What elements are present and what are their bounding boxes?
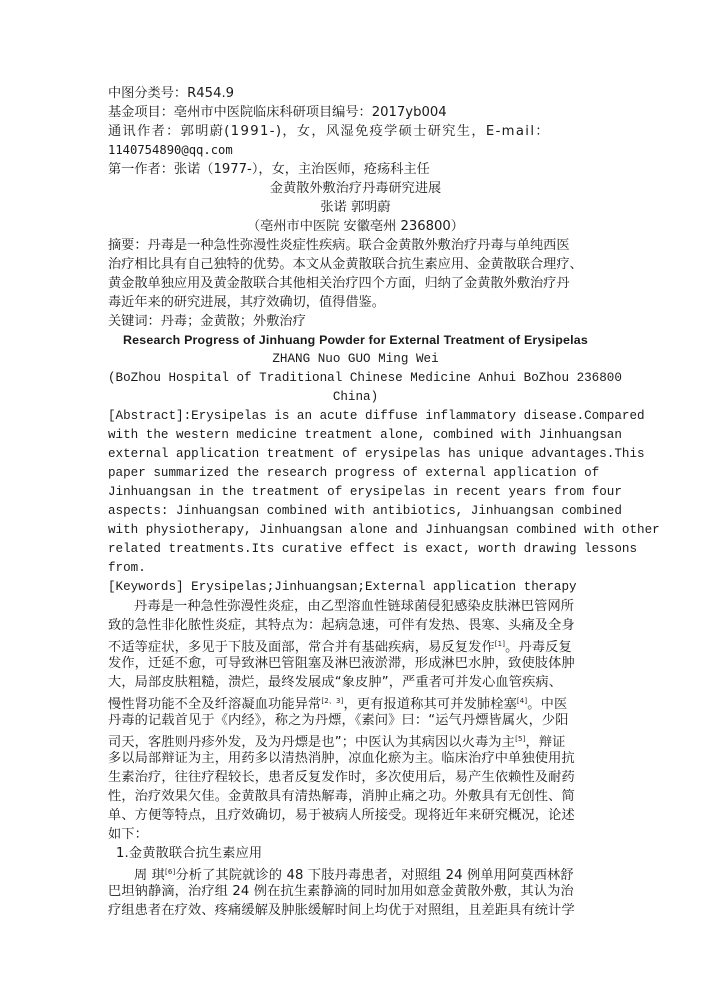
en-title: Research Progress of Jinhuang Powder for External Treatment of Erysipelas: [123, 333, 588, 347]
abstract-en-line: with physiotherapy, Jinhuangsan alone and Jinhuangsan combined with other: [108, 523, 660, 537]
keywords-cn: 关键词：丹毒；金黄散；外敷治疗: [108, 314, 306, 329]
citation-ref: [5]: [515, 735, 526, 743]
abstract-en-line: Jinhuangsan in the treatment of erysipelas in recent years from four: [108, 485, 622, 499]
body-line: 丹毒的记载首见于《内经》，称之为丹熛，《素问》曰：“运气丹熛皆属火，少阳: [108, 713, 569, 728]
corresponding-email: 1140754890@qq.com: [108, 143, 233, 157]
first-author: 第一作者：张诺（1977-），女，主治医师，疮疡科主任: [108, 162, 430, 177]
abstract-cn-line: 黄金散单独应用及黄金散联合其他相关治疗四个方面，归纳了金黄散外敷治疗丹: [108, 276, 570, 291]
citation-ref: [4]: [516, 697, 528, 705]
citation-ref: [1]: [494, 640, 506, 648]
body-line: 如下：: [108, 827, 149, 842]
body-line: 丹毒是一种急性弥漫性炎症，由乙型溶血性链球菌侵犯感染皮肤淋巴管网所: [134, 599, 575, 614]
cn-authors: 张诺 郭明蔚: [320, 200, 391, 215]
class-number: 中图分类号：R454.9: [108, 86, 235, 101]
en-affiliation: China): [332, 390, 379, 404]
body-line: 司天，客胜则丹疹外发，及为丹熛是也”；中医认为其病因以火毒为主[5]，辩证: [108, 735, 566, 750]
abstract-cn-line: 治疗相比具有自己独特的优势。本文从金黄散联合抗生素应用、金黄散联合理疗、: [108, 257, 583, 272]
body-line: 单、方便等特点，且疗效确切，易于被病人所接受。现将近年来研究概况，论述: [108, 808, 575, 823]
body-line: 致的急性非化脓性炎症，其特点为：起病急速，可伴有发热、畏寒、头痛及全身: [108, 618, 575, 633]
body-line: 发作，迁延不愈，可导致淋巴管阻塞及淋巴液淤滞，形成淋巴水肿，致使肢体肿: [108, 656, 575, 671]
body-line: 周 琪[6]分析了其院就诊的 48 下肢丹毒患者，对照组 24 例单用阿莫西林舒: [134, 868, 574, 883]
keywords-en: [Keywords] Erysipelas;Jinhuangsan;External application therapy: [108, 580, 577, 594]
cn-title: 金黄散外敷治疗丹毒研究进展: [269, 181, 442, 196]
body-line: 生素治疗，往往疗程较长，患者反复发作时，多次使用后，易产生依赖性及耐药: [108, 770, 575, 785]
abstract-en-line: [Abstract]:Erysipelas is an acute diffuse inflammatory disease.Compared: [108, 409, 645, 423]
en-authors: ZHANG Nuo GUO Ming Wei: [272, 352, 439, 366]
body-line: 性，治疗效果欠佳。金黄散具有清热解毒，消肿止痛之功。外敷具有无创性、简: [108, 789, 575, 804]
section-heading: 1.金黄散联合抗生素应用: [116, 846, 263, 861]
corresponding-author: 通讯作者：郭明蔚(1991-)，女，风湿免疫学硕士研究生，E-mail：: [108, 124, 550, 139]
fund-info: 基金项目：亳州市中医院临床科研项目编号：2017yb004: [108, 105, 447, 120]
body-line: 大，局部皮肤粗糙，溃烂，最终发展成“象皮肿”，严重者可并发心血管疾病、: [108, 675, 563, 690]
abstract-en-line: from.: [108, 561, 146, 575]
abstract-cn-line: 摘要：丹毒是一种急性弥漫性炎症性疾病。联合金黄散外敷治疗丹毒与单纯西医: [108, 238, 570, 253]
abstract-cn-line: 毒近年来的研究进展，其疗效确切，值得借鉴。: [108, 295, 385, 310]
citation-ref: [6]: [165, 868, 176, 876]
abstract-en-line: aspects: Jinhuangsan combined with antibiotics, Jinhuangsan combined: [108, 504, 622, 518]
cn-affiliation: （亳州市中医院 安徽亳州 236800）: [247, 219, 464, 234]
abstract-en-line: external application treatment of erysipelas has unique advantages.This: [108, 447, 645, 461]
citation-ref: [2、3]: [321, 697, 344, 705]
abstract-en-line: with the western medicine treatment alone, combined with Jinhuangsan: [108, 428, 622, 442]
body-line: 多以局部辩证为主，用药多以清热消肿，凉血化瘀为主。临床治疗中单独使用抗: [108, 751, 575, 766]
abstract-en-line: related treatments.Its curative effect is exact, worth drawing lessons: [108, 542, 638, 556]
abstract-en-line: paper summarized the research progress of external application of: [108, 466, 600, 480]
body-line: 巴坦钠静滴，治疗组 24 例在抗生素静滴的同时加用如意金黄散外敷，其认为治: [108, 884, 574, 899]
body-line: 慢性肾功能不全及纤溶凝血功能异常[2、3]，更有报道称其可并发肺栓塞[4]。中医: [108, 697, 568, 712]
body-line: 疗组患者在疗效、疼痛缓解及肿胀缓解时间上均优于对照组，且差距具有统计学: [108, 903, 575, 918]
body-line: 不适等症状，多见于下肢及面部，常合并有基础疾病，易反复发作[1]。丹毒反复: [108, 640, 572, 655]
en-affiliation: (BoZhou Hospital of Traditional Chinese Medicine Anhui BoZhou 236800: [108, 371, 622, 385]
